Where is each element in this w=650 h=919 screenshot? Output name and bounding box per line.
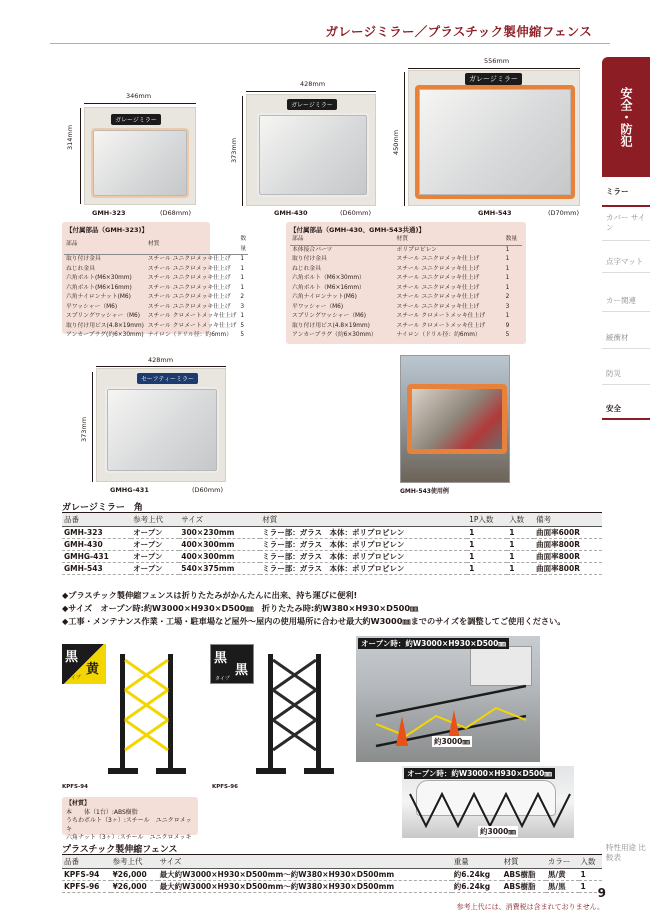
table-cell: スチール ユニクロメッキ仕上げ [147, 284, 231, 291]
table-cell: 1 [467, 539, 507, 551]
dim-width-gmh543: 556mm [484, 57, 510, 65]
product-depth: (D60mm) [340, 209, 372, 217]
length-label: 約3000㎜ [434, 737, 470, 746]
table-cell: 六角ナイロンナット(M6) [66, 294, 131, 300]
dim-line [246, 91, 376, 92]
package-label: セーフティーミラー [137, 373, 198, 384]
table-row [290, 312, 522, 322]
table-cell: 曲面率800R [534, 551, 602, 563]
table-row [290, 322, 522, 332]
table-row [64, 274, 248, 284]
col-header: 数量 [504, 235, 522, 245]
table-cell: 1 [505, 265, 510, 272]
table-cell: 六角ボルト（M6×30mm） [292, 275, 365, 281]
material-line: うちわボルト（3ヶ）:スチール ユニクロメッキ [66, 817, 192, 833]
open-size-label: オープン時：約W3000×H930×D500㎜ [358, 638, 509, 649]
feature-line: ◆サイズ オープン時:約W3000×H930×D500㎜ 折りたたみ時:約W380×H930×D500㎜ [62, 603, 419, 613]
mirror-surface [407, 384, 507, 454]
table-row [64, 303, 248, 313]
mirror-surface [91, 128, 189, 198]
dim-line [96, 366, 226, 367]
price-note: 参考上代には、消費税は含まれておりません。 [456, 903, 604, 911]
product-code: GMHG-431 [110, 486, 149, 494]
table-cell: 黒/黒 [546, 881, 579, 893]
table-cell: スチール ユニクロメッキ仕上げ [147, 303, 231, 310]
sidebar-item-disaster[interactable]: 防災 [602, 365, 650, 385]
length-label: 約3000㎜ [480, 827, 516, 836]
table-cell: 300×230mm [179, 527, 260, 539]
sidebar-item-safety[interactable]: 安全 [602, 400, 650, 420]
table-row [290, 284, 522, 294]
fence-usage-photo-car [402, 766, 574, 838]
dim-height-gmhg431: 373mm [80, 416, 88, 442]
table-header-row [62, 513, 602, 527]
table-cell: ポリプロピレン [396, 246, 437, 253]
table-row [64, 331, 248, 341]
sidebar-item-mirror[interactable]: ミラー [602, 181, 650, 207]
table-cell: ミラー部：ガラス 本体：ポリプロピレン [260, 527, 467, 539]
table-row [62, 551, 602, 563]
table-cell: スプリングワッシャー（M6) [292, 313, 366, 319]
table-cell: スチール ユニクロメッキ仕上げ [396, 294, 480, 300]
table-cell: 最大約W3000×H930×D500mm～約W380×H930×D500mm [158, 869, 452, 881]
product-image-gmh543 [408, 70, 580, 206]
mirror-surface [415, 85, 575, 199]
dim-line [242, 96, 243, 206]
table-row [290, 331, 522, 341]
table-cell: 取り付け金具 [66, 256, 101, 262]
table-cell: 400×300mm [179, 539, 260, 551]
table-cell: 540×375mm [179, 563, 260, 575]
product-depth: (D60mm) [192, 486, 224, 494]
product-code: GMH-543 [478, 209, 512, 217]
table-row [290, 245, 522, 255]
usage-example-photo [400, 355, 510, 483]
tag-color-2: 黄 [86, 662, 100, 677]
tag-color-1: 黒 [65, 650, 79, 665]
page-number: 9 [597, 886, 606, 900]
table-cell: 1 [507, 563, 534, 575]
table-cell: 1 [467, 563, 507, 575]
parts-box-gmh430-543 [286, 222, 526, 344]
table-cell: 約6.24kg [452, 881, 502, 893]
sidebar-item-braille-mat[interactable]: 点字マット [602, 253, 650, 273]
table-cell: アンカープラグ(約6×30mm) [66, 332, 144, 338]
table-cell: ABS樹脂 [502, 869, 546, 881]
feature-line: ◆プラスチック製伸縮フェンスは折りたたみがかんたんに出来、持ち運びに便利! [62, 590, 358, 600]
parts-box-gmh323 [62, 222, 247, 338]
table-cell: スチール クロメートメッキ仕上げ [396, 313, 486, 319]
parts-table [290, 235, 522, 341]
table-cell: 1 [507, 527, 534, 539]
col-header: 品番 [62, 855, 111, 869]
table-cell: スチール ユニクロメッキ仕上げ [396, 303, 480, 310]
col-header: 参考上代 [111, 855, 158, 869]
material-box [62, 797, 198, 841]
table-cell: ミラー部：ガラス 本体：ポリプロピレン [260, 551, 467, 563]
table-cell: ナイロン（ドリル径：約6mm） [396, 332, 481, 338]
col-header: 材質 [502, 855, 546, 869]
table-cell: 5 [240, 322, 245, 329]
col-header: 重量 [452, 855, 502, 869]
table-cell: 曲面率600R [534, 527, 602, 539]
table-row [62, 539, 602, 551]
table-cell: スプリングワッシャー（M6) [66, 313, 140, 319]
table-cell: ナイロン（ドリル径：約6mm） [147, 332, 232, 338]
table-cell: ミラー部：ガラス 本体：ポリプロピレン [260, 539, 467, 551]
table-cell: 400×300mm [179, 551, 260, 563]
table-cell: 黒/黄 [546, 869, 579, 881]
table-header-row [62, 855, 602, 869]
table-row [64, 312, 248, 322]
table-cell: 1 [467, 527, 507, 539]
dim-line [408, 68, 580, 69]
col-header: 参考上代 [131, 513, 179, 527]
tag-color-1: 黒 [214, 651, 228, 666]
table-cell: KPFS-94 [62, 869, 111, 881]
mirror-surface [257, 113, 369, 197]
table-row [290, 274, 522, 284]
open-size-label: オープン時：約W3000×H930×D500㎜ [404, 768, 555, 779]
table-row [290, 265, 522, 275]
table-cell: 本体接合パーツ [292, 246, 333, 253]
table-cell: 取り付け用ビス(4.8×19mm) [66, 322, 144, 329]
table-cell: スチール ユニクロメッキ仕上げ [147, 275, 231, 281]
table-cell: 1 [240, 265, 245, 272]
col-header: 材質 [260, 513, 467, 527]
table-cell: 1 [579, 881, 602, 893]
package-label: ガレージミラー [287, 99, 337, 110]
table-cell: スチール ユニクロメッキ仕上げ [396, 265, 480, 272]
table-row [62, 563, 602, 575]
table-cell: 5 [505, 332, 510, 338]
table-cell: 最大約W3000×H930×D500mm～約W380×H930×D500mm [158, 881, 452, 893]
table-cell: KPFS-96 [62, 881, 111, 893]
table-cell: 2 [240, 294, 245, 300]
color-tag [210, 644, 254, 684]
package-label: ガレージミラー [465, 73, 522, 85]
table-cell: ¥26,000 [111, 881, 158, 893]
table-cell: 取り付け用ビス(4.8×19mm) [292, 322, 370, 329]
table-cell: 平ワッシャー（M6) [292, 303, 344, 310]
table-cell: 1 [240, 284, 245, 291]
table-row [290, 255, 522, 265]
col-header: 備考 [534, 513, 602, 527]
table-cell: スチール ユニクロメッキ仕上げ [396, 275, 480, 281]
page-title: ガレージミラー／プラスチック製伸縮フェンス [325, 24, 592, 39]
dim-height-gmh430: 373mm [230, 137, 238, 163]
table-cell: 六角ボルト(M6×16mm) [66, 284, 132, 291]
table-cell: 9 [505, 322, 510, 329]
material-line: 本 体（1台）:ABS樹脂 [66, 808, 138, 816]
usage-example-caption: GMH-543使用例 [400, 488, 449, 495]
table-row [62, 881, 602, 893]
dim-line [92, 372, 93, 482]
package-label: ガレージミラー [111, 114, 161, 125]
sidebar-category-title[interactable]: 安全・防犯 [602, 57, 650, 177]
table-cell: 曲面率800R [534, 563, 602, 575]
table-row [64, 265, 248, 275]
mirror-spec-table [62, 512, 602, 575]
table-row [290, 303, 522, 313]
table-cell: オープン [131, 563, 179, 575]
table-cell: ねじれ金具 [292, 265, 321, 272]
product-code: KPFS-94 [62, 784, 88, 790]
table-cell: 取り付け金具 [292, 256, 327, 262]
sidebar-item-cover-sign[interactable]: カバー サイン [602, 211, 650, 241]
col-header: 入数 [579, 855, 602, 869]
mirror-surface [105, 387, 219, 473]
table-row [64, 284, 248, 294]
header-rule [50, 43, 610, 44]
table-cell: ¥26,000 [111, 869, 158, 881]
table-cell: 1 [507, 539, 534, 551]
parts-table [64, 235, 248, 341]
col-header: 1P入数 [467, 513, 507, 527]
table-cell: スチール ユニクロメッキ仕上げ [396, 256, 480, 262]
sidebar-item-cushion[interactable]: 緩衝材 [602, 329, 650, 349]
tag-type: タイプ [66, 675, 81, 681]
material-title: 【材質】 [66, 800, 91, 807]
fence-usage-photo-open [356, 636, 540, 762]
col-header: 入数 [507, 513, 534, 527]
table-cell: 1 [505, 246, 510, 253]
col-header: カラー [546, 855, 579, 869]
table-cell: 1 [467, 551, 507, 563]
fence-drawing [106, 650, 190, 782]
product-code: GMH-430 [274, 209, 308, 217]
table-cell: 1 [240, 275, 245, 281]
feature-line: ◆工事・メンテナンス作業・工場・駐車場など屋外～屋内の使用場所に合わせ最大約W3000㎜までのサイズを調整してご使用ください。 [62, 616, 566, 626]
table-cell: オープン [131, 551, 179, 563]
page-header [0, 0, 650, 44]
section-title: プラスチック製伸縮フェンス [62, 845, 178, 855]
table-cell: 5 [240, 332, 245, 338]
tag-type: タイプ [215, 676, 230, 682]
table-cell: オープン [131, 527, 179, 539]
material-line: 六角ナット（3ヶ）:スチール ユニクロメッキ [66, 834, 192, 841]
section-title: ガレージミラー 角 [62, 503, 143, 513]
dim-width-gmhg431: 428mm [148, 356, 174, 364]
product-image-gmh323 [84, 107, 196, 205]
table-cell: GMH-543 [62, 563, 131, 575]
table-row [64, 255, 248, 265]
col-header: 数量 [238, 235, 248, 255]
table-cell: 六角ナイロンナット(M6) [292, 294, 357, 300]
dim-line [80, 108, 81, 204]
col-header: 部品 [290, 235, 395, 245]
dim-width-gmh430: 428mm [300, 80, 326, 88]
parts-title: 【付属部品（GMH-323)】 [66, 226, 148, 234]
table-cell: 1 [507, 551, 534, 563]
table-row [64, 322, 248, 332]
sidebar-item-comparison[interactable]: 特性用途 比較表 [606, 843, 646, 862]
table-cell: スチール ユニクロメッキ仕上げ [396, 284, 480, 291]
tag-color-2: 黒 [235, 663, 249, 678]
product-image-kpfs96 [210, 644, 340, 784]
dim-height-gmh323: 314mm [66, 124, 74, 150]
table-cell: スチール ユニクロメッキ仕上げ [147, 256, 231, 262]
table-row [64, 293, 248, 303]
product-code: KPFS-96 [212, 784, 238, 790]
table-cell: 3 [505, 303, 510, 310]
table-cell: 1 [505, 313, 510, 319]
product-depth: (D70mm) [548, 209, 580, 217]
table-cell: 六角ボルト(M6×30mm) [66, 275, 132, 281]
fence-drawing [254, 650, 338, 782]
table-cell: スチール ユニクロメッキ仕上げ [147, 294, 231, 300]
parts-title: 【付属部品（GMH-430、GMH-543共通)】 [290, 226, 425, 234]
table-cell: スチール クロメートメッキ仕上げ [396, 322, 486, 329]
col-header: 材質 [146, 235, 239, 255]
product-depth: (D68mm) [160, 209, 192, 217]
table-cell: 1 [240, 256, 245, 262]
table-cell: スチール クロメートメッキ仕上げ [147, 313, 237, 319]
table-cell: スチール ユニクロメッキ仕上げ [147, 265, 231, 272]
table-cell: アンカープラグ（約6×30mm） [292, 332, 377, 338]
table-cell: 2 [505, 294, 510, 300]
table-row [62, 869, 602, 881]
col-header: 部品 [64, 235, 146, 255]
col-header: 品番 [62, 513, 131, 527]
table-cell: GMHG-431 [62, 551, 131, 563]
color-tag [62, 644, 106, 684]
fence-features [62, 589, 602, 628]
fence-spec-table [62, 854, 602, 893]
table-cell: 1 [505, 256, 510, 262]
product-image-gmh430 [246, 94, 376, 206]
dim-line [84, 103, 196, 104]
table-cell: GMH-430 [62, 539, 131, 551]
table-cell: ミラー部：ガラス 本体：ポリプロピレン [260, 563, 467, 575]
table-cell: 曲面率800R [534, 539, 602, 551]
table-cell: オープン [131, 539, 179, 551]
table-cell: GMH-323 [62, 527, 131, 539]
table-cell: 3 [240, 303, 245, 310]
table-cell: 1 [505, 284, 510, 291]
dim-height-gmh543: 450mm [392, 129, 400, 155]
table-row [290, 293, 522, 303]
table-cell: スチール クロメートメッキ仕上げ [147, 322, 237, 329]
table-cell: 1 [579, 869, 602, 881]
table-cell: 平ワッシャー（M6) [66, 303, 118, 310]
table-row [62, 527, 602, 539]
col-header: サイズ [158, 855, 452, 869]
product-code: GMH-323 [92, 209, 126, 217]
table-cell: 1 [240, 313, 245, 319]
table-cell: ねじれ金具 [66, 265, 95, 272]
table-cell: 1 [505, 275, 510, 281]
dim-line [404, 72, 405, 206]
product-image-kpfs94 [62, 644, 192, 784]
col-header: サイズ [179, 513, 260, 527]
dim-width-gmh323: 346mm [126, 92, 152, 100]
table-cell: 約6.24kg [452, 869, 502, 881]
col-header: 材質 [395, 235, 504, 245]
product-image-gmhg431 [96, 368, 226, 482]
sidebar-item-car[interactable]: カー関連 [602, 292, 650, 312]
table-cell: 六角ボルト（M6×16mm） [292, 284, 365, 291]
table-cell: ABS樹脂 [502, 881, 546, 893]
